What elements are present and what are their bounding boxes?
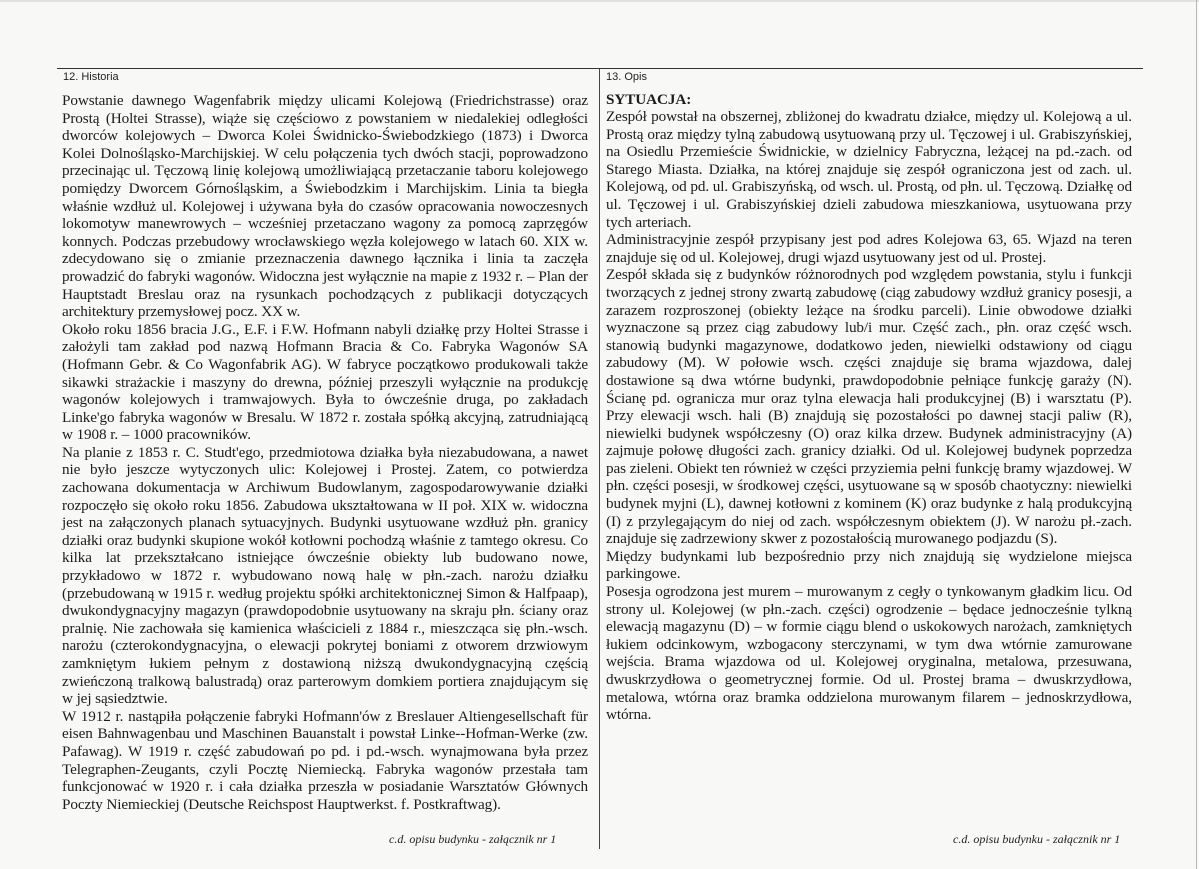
historia-paragraph: Powstanie dawnego Wagenfabrik między ulicami Kolejową (Friedrichstrasse) oraz Prostą (Holtei Strasse), wiąże się częściowo z powstaniem w niedalekiej odległości dworców kolejowych – Dworca Kolei Świdnicko-Świebodzkiego (1873) i Dworca Kolei Dolnośląsko-Marchijskiej. W celu połączenia tych dwóch stacji, poprowadzono przecinając ul. Tęczową linię kolejową umożliwiającą przetaczanie taboru kolejowego pomiędzy Dworcem Górnośląskim, a Świebodzkim i Marchijskim. Linia ta biegła właśnie wzdłuż ul. Kolejowej i używana była do czasów opracowania nowoczesnych lokomotyw manewrowych – wcześniej przetaczano wagony za pomocą zaprzęgów konnych. Podczas przebudowy wrocławskiego węzła kolejowego w latach 60. XIX w. zdecydowano się o zmianie przeznaczenia dawnego łącznika i linia ta zaczęła prowadzić do fabryki wagonów. Widoczna jest wyłącznie na mapie z 1932 r. – Plan der Hauptstadt Breslau oraz na rysunkach pochodzących z publikacji dotyczących architektury przemysłowej pocz. XX w. [62, 92, 588, 321]
opis-paragraph: Zespół składa się z budynków różnorodnych pod względem powstania, stylu i funkcji tworzących z jednej strony zwartą zabudowę (ciąg zabudowy wzdłuż granicy posesji, a zarazem rozproszonej (obiekty leżące na środku parceli). Linie obwodowe działki wyznaczone są przez ciąg zabudowy lub/i mur. Część zach., płn. oraz część wsch. stanowią budynki magazynowe, dodatkowo jeden, niewielki odstawiony od ciągu zabudowy (M). W połowie wsch. części znajduje się brama wjazdowa, dalej dostawione są dwa wtórne budynki, prawdopodobnie pełniące funkcję garaży (N). Ścianę pd. ogranicza mur oraz tylna elewacja hali produkcyjnej (B) i warsztatu (P). Przy elewacji wsch. hali (B) znajdują się pozostałości po dawnej stacji paliw (R), niewielki budynek współczesny (O) oraz kilka drzew. Budynek administracyjny (A) zajmuje połowę długości zach. granicy działki. Od ul. Kolejowej budynek poprzedza pas zieleni. Obiekt ten również w części przyziemia pełni funkcję bramy wjazdowej. W płn. części posesji, w środkowej części, usytuowane są w sposób chaotyczny: niewielki budynek myjni (L), dawnej kotłowni z kominem (K) oraz budynke z halą produkcyjną (I) z przylegającym do niej od zach. współczesnym obiektem (J). W narożu pł.-zach. znajduje się zadrzewiony skwer z pozostałością murowanego podjazdu (S). [606, 266, 1132, 548]
header-rule [57, 68, 1143, 69]
opis-paragraph: Zespół powstał na obszernej, zbliżonej do kwadratu działce, między ul. Kolejową a ul. Prostą oraz między tylną zabudową usytuowaną przy ul. Tęczowej i ul. Grabiszyńskiej, na Osiedlu Przemieście Świdnickie, w dzielnicy Fabryczna, leżącej na pd.-zach. od Starego Miasta. Działka, na której znajduje się zespół ograniczona jest od zach. ul. Kolejową, od pd. ul. Grabiszyńską, od wsch. ul. Prostą, od płn. ul. Tęczową. Działkę od ul. Tęczowej i ul. Grabiszyńskiej dzieli zabudowa mieszkaniowa, usytuowana przy tych arteriach. [606, 108, 1132, 231]
section-label-historia: 12. Historia [63, 71, 119, 83]
historia-column [62, 92, 588, 813]
footer-note-left: c.d. opisu budynku - załącznik nr 1 [389, 832, 557, 846]
historia-paragraph: Na planie z 1853 r. C. Studt'ego, przedmiotowa działka była niezabudowana, a nawet nie było jeszcze wytyczonych ulic: Kolejowej i Prostej. Zatem, co potwierdza zachowana dokumentacja w Archiwum Budowlanym, zagospodarowywanie działki rozpoczęło się około roku 1856. Zabudowa ukształtowana w II poł. XIX w. widoczna jest na załączonych planach sytuacyjnych. Budynki usytuowane wzdłuż płn. granicy działki oraz budynki skupione wokół kotłowni pochodzą właśnie z tamtego okresu. Co kilka lat przekształcano istniejące ówcześnie obiekty lub budowano nowe, przykładowo w 1872 r. wybudowano nową halę w płn.-zach. narożu działku (przebudowaną w 1915 r. według projektu spółki architektonicznej Simon & Halfpaap), dwukondygnacyjny magazyn (prawdopodobnie usytuowany na skraju płn. ściany oraz pralnię. Nie zachowała się kamienica właścicieli z 1884 r., mieszcząca się płn.-wsch. narożu (czterokondygnacyjna, o elewacji pokrytej boniami z otworem drzwiowym zamkniętym łukiem pełnym z dostawioną niższą dwukondygnacyjną częścią zwieńczoną tralkową balustradą) oraz parterowym domkiem portiera znajdującym się w jej sąsiedztwie. [62, 443, 588, 708]
column-divider [599, 69, 600, 849]
opis-paragraph: Między budynkami lub bezpośrednio przy nich znajdują się wydzielone miejsca parkingowe. [606, 547, 1132, 583]
historia-paragraph: Około roku 1856 bracia J.G., E.F. i F.W. Hofmann nabyli działkę przy Holtei Strasse i założyli tam zakład pod nazwą Hofmann Bracia & Co. Fabryka Wagonów SA (Hofmann Gebr. & Co Wagonfabrik AG). W fabryce początkowo produkowali także sikawki strażackie i maszyny do drewna, później przeszyli wyłącznie na produkcję wagonów kolejowych i tramwajowych. Była to ówcześnie druga, po zakładach Linke'go fabryka wagonów w Bresalu. W 1872 r. została spółką akcyjną, zatrudniającą w 1908 r. – 1000 pracowników. [62, 320, 588, 444]
page-top-edge [0, 0, 1199, 2]
historia-paragraph: W 1912 r. nastąpiła połączenie fabryki Hofmann'ów z Breslauer Altiengesellschaft für eisen Bahnwagenbau und Maschinen Bauanstalt i powstał Linke--Hofman-Werke (zw. Pafawag). W 1919 r. część zabudowań po pd. i pd.-wsch. wynajmowana była przez Telegraphen-Zeugants, czyli Pocztę Niemiecką. Fabryka wagonów przestała tam funkcjonować w 1920 r. i cała działka przeszła w posiadanie Warsztatów Głównych Poczty Niemieckiej (Deutsche Reichspost Hauptwerkst. f. Postkraftwag). [62, 707, 588, 813]
opis-column [606, 91, 1132, 724]
footer-note-right: c.d. opisu budynku - załącznik nr 1 [953, 832, 1121, 846]
opis-paragraph: Administracyjnie zespół przypisany jest pod adres Kolejowa 63, 65. Wjazd na teren znajduje się od ul. Kolejowej, drugi wjazd usytuowany jest od ul. Prostej. [606, 231, 1132, 266]
page-right-edge [1196, 0, 1197, 869]
section-label-opis: 13. Opis [606, 71, 647, 83]
opis-paragraph: Posesja ogrodzona jest murem – murowanym z cegły o tynkowanym gładkim licu. Od strony ul. Kolejowej (w płn.-zach. części) ogrodzenie – będace jednocześnie tylkną elewacją magazynu (D) – w formie ciągu blend o uskokowych narożach, zamkniętych łukiem odcinkowym, wzbogacony sterczynami, w tym dwa wtórnie zamurowane wejścia. Brama wjazdowa od ul. Kolejowej oryginalna, metalowa, przesuwana, dwuskrzydłowa o geometrycznej formie. Od ul. Prostej brama – dwuskrzydłowa, metalowa, wtórna oraz bramka oddzielona murowanym filarem – jednoskrzydłowa, wtórna. [606, 583, 1132, 724]
sytuacja-heading: SYTUACJA: [606, 91, 692, 108]
